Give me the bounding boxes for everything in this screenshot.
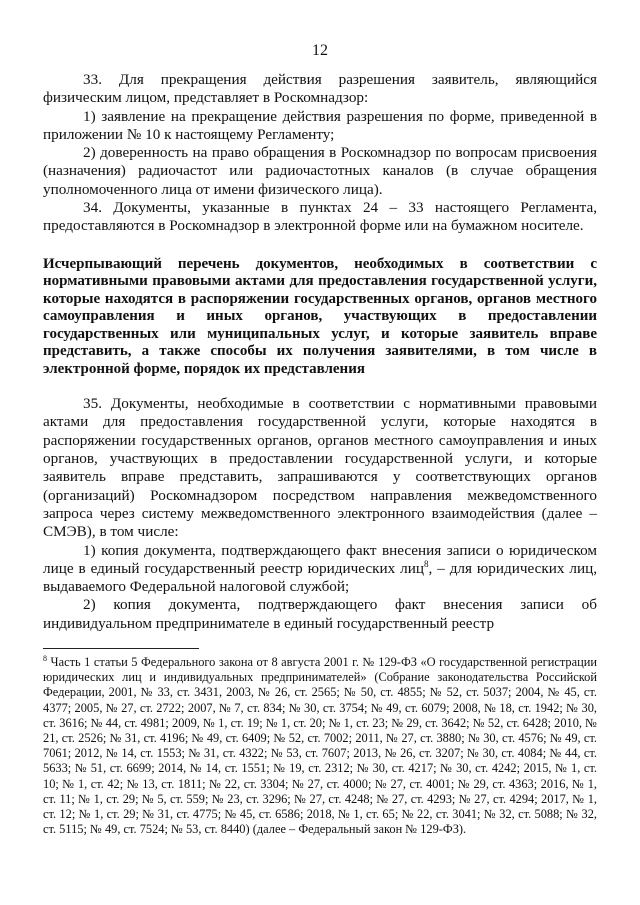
paragraph-35-item-1 — [43, 542, 597, 597]
paragraph-33-item-1: 1) заявление на прекращение действия разрешения по форме, приведенной в приложении № 10 к настоящему Регламенту; — [43, 107, 597, 143]
paragraph-35-item-1-text: 1) копия документа, подтверждающего факт внесения записи о юридическом лице в единый государственный реестр юридических лиц — [43, 541, 597, 577]
footnote-separator — [43, 648, 199, 649]
footnote-reference: 8 — [423, 558, 429, 569]
paragraph-35: 35. Документы, необходимые в соответствии с нормативными правовыми актами для предоставления государственной услуги, которые находятся в распоряжении государственных органов, органов местного самоуправления и иных органов, участвующих в предоставлении государственной услуги, и которые заявитель вправе представить, запрашиваются у соответствующих органов (организаций) Роскомнадзором посредством направления межведомственного запроса через систему межведомственного электронного взаимодействия (далее – СМЭВ), в том числе: — [43, 395, 597, 541]
footnote-text: Часть 1 статьи 5 Федерального закона от 8 августа 2001 г. № 129-ФЗ «О государственной регистрации юридических лиц и индивидуальных предпринимателей» (Собрание законодательства Российской Федерации, 2001, № 33, ст. 3431, 2003, № 26, ст. 2565; № 50, ст. 4855; № 52, ст. 5037; 2004, № 45, ст. 4377; 2005, № 27, ст. 2722; 2007, № 7, ст. 834; № 30, ст. 3754; № 49, ст. 6079; 2008, № 18, ст. 1942; № 30, ст. 3616; № 44, ст. 4981; 2009, № 1, ст. 19; № 1, ст. 20; № 1, ст. 23; № 29, ст. 3642; № 52, ст. 6428; 2010, № 21, ст. 2526; № 31, ст. 4196; № 49, ст. 6409; № 52, ст. 7002; 2011, № 27, ст. 3880; № 30, ст. 4576; № 49, ст. 7061; 2012, № 14, ст. 1553; № 31, ст. 4322; № 53, ст. 7607; 2013, № 26, ст. 3207; № 30, ст. 4084; № 44, ст. 5633; № 51, ст. 6699; 2014, № 14, ст. 1551; № 19, ст. 2312; № 30, ст. 4217; № 30, ст. 4242; 2015, № 1, ст. 10; № 1, ст. 42; № 13, ст. 1811; № 22, ст. 3304; № 27, ст. 4000; № 27, ст. 4001; № 29, ст. 4363; 2016, № 1, ст. 11; № 1, ст. 29; № 5, ст. 559; № 23, ст. 3296; № 27, ст. 4248; № 27, ст. 4293; № 27, ст. 4294; 2017, № 1, ст. 12; № 1, ст. 29; № 31, ст. 4775; № 45, ст. 6586; 2018, № 1, ст. 65; № 22, ст. 3041; № 32, ст. 5088; № 32, ст. 5115; № 49, ст. 7524; № 53, ст. 8440) (далее – Федеральный закон № 129-ФЗ). — [43, 655, 597, 837]
paragraph-35-item-1-tail: , – для юридических лиц, выдаваемого Федеральной налоговой службой; — [43, 559, 597, 596]
footnote-mark: 8 — [43, 653, 47, 663]
footnote — [43, 655, 597, 837]
paragraph-35-item-2: 2) копия документа, подтверждающего факт внесения записи об индивидуальном предпринимателе в единый государственный реестр — [43, 596, 597, 632]
paragraph-33: 33. Для прекращения действия разрешения заявитель, являющийся физическим лицом, представляет в Роскомнадзор: — [43, 71, 597, 107]
section-heading: Исчерпывающий перечень документов, необходимых в соответствии с нормативными правовыми актами для предоставления государственной услуги, которые находятся в распоряжении государственных органов, органов местного самоуправления и иных органов, участвующих в предоставлении государственных или муниципальных услуг, и которые заявитель вправе представить, а также способы их получения заявителями, в том числе в электронной форме, порядок их представления — [43, 255, 597, 377]
page-body — [43, 71, 597, 633]
paragraph-34: 34. Документы, указанные в пунктах 24 – 33 настоящего Регламента, предоставляются в Роскомнадзор в электронной форме или на бумажном носителе. — [43, 199, 597, 235]
page-number: 12 — [312, 42, 328, 59]
paragraph-33-item-2: 2) доверенность на право обращения в Роскомнадзор по вопросам присвоения (назначения) радиочастот или радиочастотных каналов (в случае обращения уполномоченного лица от имени физического лица). — [43, 144, 597, 198]
